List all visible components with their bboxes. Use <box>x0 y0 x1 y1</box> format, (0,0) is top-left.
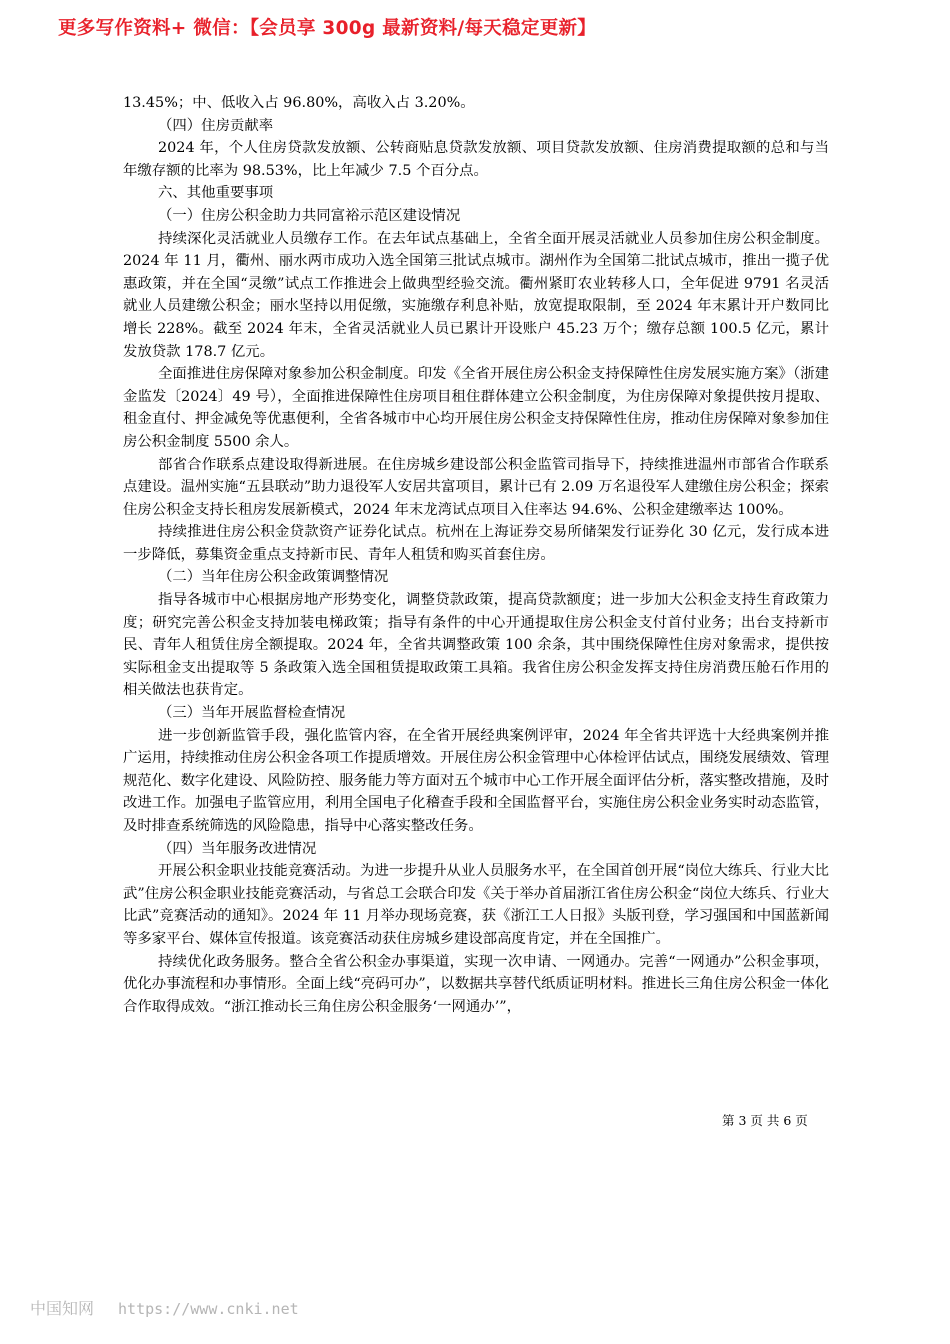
paragraph-housing-security: 全面推进住房保障对象参加公积金制度。印发《全省开展住房公积金支持保障性住房发展实施方案》（浙建金监发〔2024〕49 号），全面推进保障性住房项目租住群体建立公积金制度，为住房保障对象提供按月提取、租金直付、押金减免等优惠便利，全省各城市中心均开展住房公积金支持保障性住房，推动住房保障对象参加住房公积金制度 5500 余人。 <box>123 366 829 450</box>
paragraph-ministry-cooperation: 部省合作联系点建设取得新进展。在住房城乡建设部公积金监管司指导下，持续推进温州市部省合作联系点建设。温州实施“五县联动”助力退役军人安居共富项目，累计已有 2.09 万名退役军人建缴住房公积金；探索住房公积金支持长租房发展新模式，2024 年末龙湾试点项目入住率达 94.6%、公积金建缴率达 100%。 <box>123 456 829 518</box>
heading-housing-contribution: （四）住房贡献率 <box>158 117 274 134</box>
watermark <box>30 1296 299 1319</box>
heading-supervision: （三）当年开展监督检查情况 <box>158 705 346 722</box>
paragraph-skills-competition: 开展公积金职业技能竞赛活动。为进一步提升从业人员服务水平，在全国首创开展“岗位大练兵、行业大比武”住房公积金职业技能竞赛活动，与省总工会联合印发《关于举办首届浙江省住房公积金“岗位大练兵、行业大比武”竞赛活动的通知》。2024 年 11 月举办现场竞赛，获《浙江工人日报》头版刊登，学习强国和中国蓝新闻等多家平台、媒体宣传报道。该竞赛活动获住房城乡建设部高度肯定，并在全国推广。 <box>123 863 829 947</box>
paragraph-contribution-ratio: 2024 年，个人住房贷款发放额、公转商贴息贷款发放额、项目贷款发放额、住房消费提取额的总和与当年缴存额的比率为 98.53%，比上年减少 7.5 个百分点。 <box>123 140 829 179</box>
paragraph-securitization: 持续推进住房公积金贷款资产证券化试点。杭州在上海证券交易所储架发行证券化 30 亿元，发行成本进一步降低，募集资金重点支持新市民、青年人租赁和购买首套住房。 <box>123 524 829 563</box>
paragraph-income-share: 13.45%；中、低收入占 96.80%，高收入占 3.20%。 <box>123 95 475 111</box>
watermark-site-name: 中国知网 <box>30 1299 95 1318</box>
paragraph-government-services: 持续优化政务服务。整合全省公积金办事渠道，实现一次申请、一网通办。完善“一网通办”公积金事项，优化办事流程和办事情形。全面上线“亮码可办”，以数据共享替代纸质证明材料。推进长三角住房公积金一体化合作取得成效。“浙江推动长三角住房公积金服务‘一网通办’”， <box>123 953 829 1015</box>
document-body <box>123 92 829 1018</box>
page-number: 第 3 页 共 6 页 <box>722 1113 808 1128</box>
heading-policy-adjustment: （二）当年住房公积金政策调整情况 <box>158 569 389 586</box>
heading-common-prosperity: （一）住房公积金助力共同富裕示范区建设情况 <box>158 207 461 224</box>
watermark-url: https://www.cnki.net <box>118 1300 299 1318</box>
heading-other-matters: 六、其他重要事项 <box>158 185 274 202</box>
paragraph-supervision: 进一步创新监管手段，强化监管内容，在全省开展经典案例评审，2024 年全省共评选十大经典案例并推广运用，持续推动住房公积金各项工作提质增效。开展住房公积金管理中心体检评估试点，围绕发展绩效、管理规范化、数字化建设、风险防控、服务能力等方面对五个城市中心工作开展全面评估分析，落实整改措施，及时改进工作。加强电子监管应用，利用全国电子化稽查手段和全国监督平台，实施住房公积金业务实时动态监管，及时排查系统筛选的风险隐患，指导中心落实整改任务。 <box>123 727 829 834</box>
paragraph-policy-adjustment: 指导各城市中心根据房地产形势变化，调整贷款政策，提高贷款额度；进一步加大公积金支持生育政策力度；研究完善公积金支持加装电梯政策；指导有条件的中心开通提取住房公积金支付首付业务；出台支持新市民、青年人租赁住房全额提取。2024 年，全省共调整政策 100 余条，其中围绕保障性住房对象需求，提供按实际租金支出提取等 5 条政策入选全国租赁提取政策工具箱。我省住房公积金发挥支持住房消费压舱石作用的相关做法也获肯定。 <box>123 592 829 699</box>
heading-service-improvement: （四）当年服务改进情况 <box>158 840 317 857</box>
promo-banner: 更多写作资料+ 微信：【会员享 300g 最新资料/每天稳定更新】 <box>58 18 597 39</box>
paragraph-flexible-employment: 持续深化灵活就业人员缴存工作。在去年试点基础上，全省全面开展灵活就业人员参加住房公积金制度。2024 年 11 月，衢州、丽水两市成功入选全国第三批试点城市。湖州作为全国第二批试点城市，推出一揽子优惠政策，并在全国“灵缴”试点工作推进会上做典型经验交流。衢州紧盯农业转移人口，全年促进 9791 名灵活就业人员建缴公积金；丽水坚持以用促缴，实施缴存利息补贴，放宽提取限制，至 2024 年末累计开户数同比增长 228%。截至 2024 年末，全省灵活就业人员已累计开设账户 45.23 万个；缴存总额 100.5 亿元，累计发放贷款 178.7 亿元。 <box>123 230 829 360</box>
